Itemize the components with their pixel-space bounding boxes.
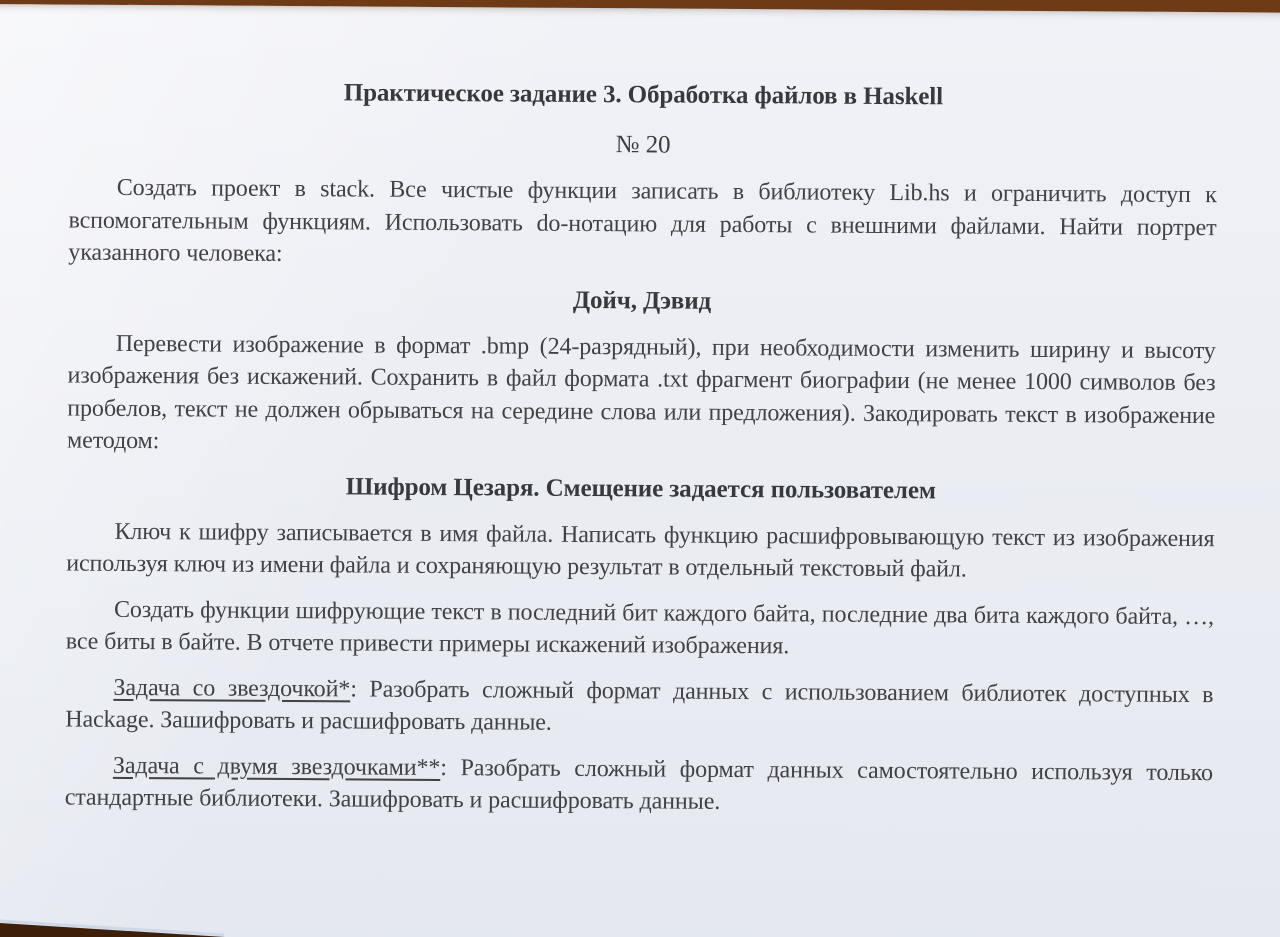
paragraph-image-format: Перевести изображение в формат .bmp (24-разрядный), при необходимости изменить ширину и высоту изображения без искажений. Сохранить в файл формата .txt фрагмент биографии (не менее 1000 символов без пробелов, текст не должен обрываться на середине слова или предложения). Закодировать текст в изображение методом: — [67, 330, 1216, 455]
heading-person-name: Дойч, Дэвид — [572, 286, 712, 315]
paragraph-bit-functions: Создать функции шифрующие текст в последний бит каждого байта, последние два бита каждого байта, …, все биты в байте. В отчете привести примеры искажений изображения. — [65, 596, 1215, 660]
paragraph-double-star-task — [65, 749, 1213, 822]
paragraph-star-task — [65, 671, 1213, 744]
assignment-number: № 20 — [615, 131, 671, 159]
double-star-task-text: : Разобрать сложный формат данных самостоятельно используя только стандартные библиотеки. Зашифровать и расшифровать данные. — [64, 754, 1214, 815]
double-star-task-lead: Задача с двумя звездочками** — [112, 752, 441, 781]
document-content — [0, 4, 1280, 822]
star-task-text: : Разобрать сложный формат данных с использованием библиотек доступных в Hackage. Зашифровать и расшифровать данные. — [65, 675, 1214, 736]
page-title: Практическое задание 3. Обработка файлов в Haskell — [343, 79, 944, 111]
paragraph-key: Ключ к шифру записывается в имя файла. Написать функцию расшифровывающую текст из изображения используя ключ из имени файла и сохраняющую результат в отдельный текстовый файл. — [66, 518, 1215, 583]
heading-cipher-method: Шифром Цезаря. Смещение задается пользователем — [345, 472, 936, 504]
paper-sheet — [0, 4, 1280, 937]
paragraph-intro: Создать проект в stack. Все чистые функции записать в библиотеку Lib.hs и ограничить доступ к вспомогательным функциям. Использовать do-нотацию для работы с внешними файлами. Найти портрет указанного человека: — [68, 174, 1217, 267]
star-task-lead: Задача со звездочкой* — [113, 674, 351, 702]
